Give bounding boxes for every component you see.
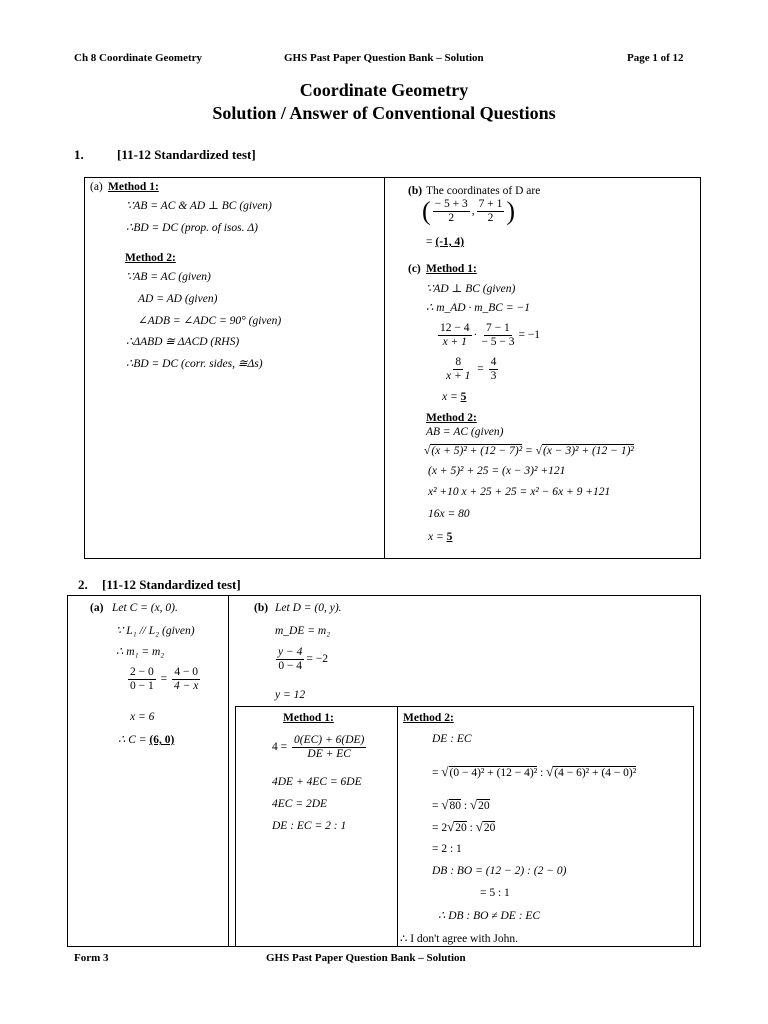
- q2b-m2-line3: = √80 : √20: [432, 797, 490, 812]
- q1c-slope-equation: $\frac{12 - 4}{x + 1}$ · $\frac{7 - 1}{- 5 - 3}$ = −1: [440, 322, 541, 348]
- q1c-m1-answer: x = 5: [442, 391, 467, 403]
- q1b-frac1-num: − 5 + 3: [434, 198, 468, 210]
- q2b-m1-line2: 4DE + 4EC = 6DE: [272, 776, 362, 788]
- q1c-m2-line5: 16x = 80: [428, 508, 470, 520]
- q1c-label: (c): [408, 263, 421, 275]
- q1c-line2: ∴ m_AD · m_BC = −1: [426, 302, 530, 314]
- q2b-m2-line7: = 5 : 1: [480, 887, 510, 899]
- q2b-m1-line4: DE : EC = 2 : 1: [272, 820, 347, 832]
- q1b-result: (-1, 4): [435, 236, 465, 248]
- q1a-m2-line1: ∵AB = AC (given): [126, 271, 211, 283]
- q1a-m1-line2: ∴BD = DC (prop. of isos. Δ): [126, 222, 258, 234]
- q2-column-divider: [228, 595, 229, 947]
- q1a-m1-line1: ∵AB = AC & AD ⊥ BC (given): [126, 200, 272, 212]
- q2b-m1-section-formula: 4 = $\frac{0(EC) + 6(DE)}{DE + EC}$: [272, 734, 365, 760]
- q2b-slope-equation: $\frac{y - 4}{0 - 4}$ = −2: [278, 646, 328, 672]
- page-subtitle: Solution / Answer of Conventional Questions: [212, 103, 556, 123]
- q1c-m2-line2: √(x + 5)² + (12 − 7)² = √(x − 3)² + (12 − 1)²: [424, 445, 634, 457]
- q2-number: 2.: [78, 577, 88, 592]
- q1c-line1: ∵AD ⊥ BC (given): [426, 283, 516, 295]
- q1-heading: [11-12 Standardized test]: [117, 147, 256, 162]
- q1b-frac1-den: 2: [448, 212, 455, 224]
- q2a-answer: ∴ C = (6, 0): [118, 734, 175, 746]
- q1c-method1-label: Method 1:: [426, 263, 477, 275]
- q1-column-divider: [384, 177, 385, 559]
- q1a-method2-label: Method 2:: [125, 252, 176, 264]
- page-title: Coordinate Geometry: [299, 80, 469, 100]
- q1c-m2-answer: x = 5: [428, 531, 453, 543]
- q2a-label: (a): [90, 602, 104, 614]
- q2b-method1-label: Method 1:: [283, 712, 334, 724]
- q1a-m2-line2: AD = AD (given): [138, 293, 218, 305]
- q1a-method1-label: Method 1:: [108, 181, 159, 193]
- q2b-m2-line5: = 2 : 1: [432, 843, 462, 855]
- footer-bank-title: GHS Past Paper Question Bank – Solution: [266, 952, 466, 964]
- q2b-m2-conclusion: ∴ I don't agree with John.: [400, 933, 518, 945]
- q2b-m2-line8: ∴ DB : BO ≠ DE : EC: [438, 910, 541, 922]
- q1-number: 1.: [74, 147, 84, 162]
- header-chapter: Ch 8 Coordinate Geometry: [74, 52, 203, 64]
- q2b-m1-line3: 4EC = 2DE: [272, 798, 328, 810]
- footer-form: Form 3: [74, 952, 109, 964]
- q2b-line4: y = 12: [275, 689, 306, 701]
- q2b-label: (b): [254, 602, 269, 614]
- q1c-m2-line3: (x + 5)² + 25 = (x − 3)² +121: [428, 465, 566, 477]
- q2a-line1: Let C = (x, 0).: [112, 602, 178, 614]
- q2b-m2-distance-ratio: = √(0 − 4)² + (12 − 4)² : √(4 − 6)² + (4 − 0)²: [432, 764, 637, 779]
- q1b-result-line: = (-1, 4): [426, 236, 465, 248]
- q2b-methods-divider: [397, 706, 398, 947]
- q2a-line5: x = 6: [130, 711, 155, 723]
- q1b-midpoint-formula: ( $\frac{- 5 + 3}{2}$ , $\frac{7 + 1}{2}$ ): [422, 196, 516, 226]
- q2a-line3: ∴ m₁ = m₂: [116, 646, 165, 658]
- q2b-method2-label: Method 2:: [403, 712, 454, 724]
- header-bank-title: GHS Past Paper Question Bank – Solution: [284, 52, 484, 64]
- q2-heading: [11-12 Standardized test]: [102, 577, 241, 592]
- q1a-label: (a): [90, 181, 103, 193]
- q1a-m2-line3: ∠ADB = ∠ADC = 90° (given): [138, 315, 282, 327]
- header-page-number: Page 1 of 12: [627, 52, 684, 64]
- q1c-m2-line1: AB = AC (given): [426, 426, 504, 438]
- q2b-m2-line6: DB : BO = (12 − 2) : (2 − 0): [432, 865, 567, 877]
- q1b-label: (b): [408, 185, 423, 197]
- q2b-m2-line4: = 2√20 : √20: [432, 819, 496, 834]
- q1a-m2-line5: ∴BD = DC (corr. sides, ≅Δs): [126, 358, 263, 370]
- q1b-frac2-den: 2: [487, 212, 494, 224]
- q2b-line2: m_DE = m₂: [275, 625, 331, 637]
- q1c-simplified-equation: $\frac{8}{x + 1}$ = $\frac{4}{3}$: [446, 356, 497, 382]
- q2a-slope-equation: $\frac{2 - 0}{0 - 1}$ = $\frac{4 - 0}{4 - x}$: [130, 666, 199, 692]
- q1c-method2-label: Method 2:: [426, 412, 477, 424]
- q1b-frac2-num: 7 + 1: [478, 198, 503, 210]
- q2a-line2: ∵ L₁ // L₂ (given): [116, 625, 195, 637]
- q2b-m2-line1: DE : EC: [432, 733, 472, 745]
- q2b-line1: Let D = (0, y).: [275, 602, 342, 614]
- q1b-text: The coordinates of D are: [426, 185, 541, 197]
- q1a-m2-line4: ∴ΔABD ≅ ΔACD (RHS): [126, 336, 240, 348]
- q1c-m2-line4: x² +10 x + 25 + 25 = x² − 6x + 9 +121: [428, 486, 611, 498]
